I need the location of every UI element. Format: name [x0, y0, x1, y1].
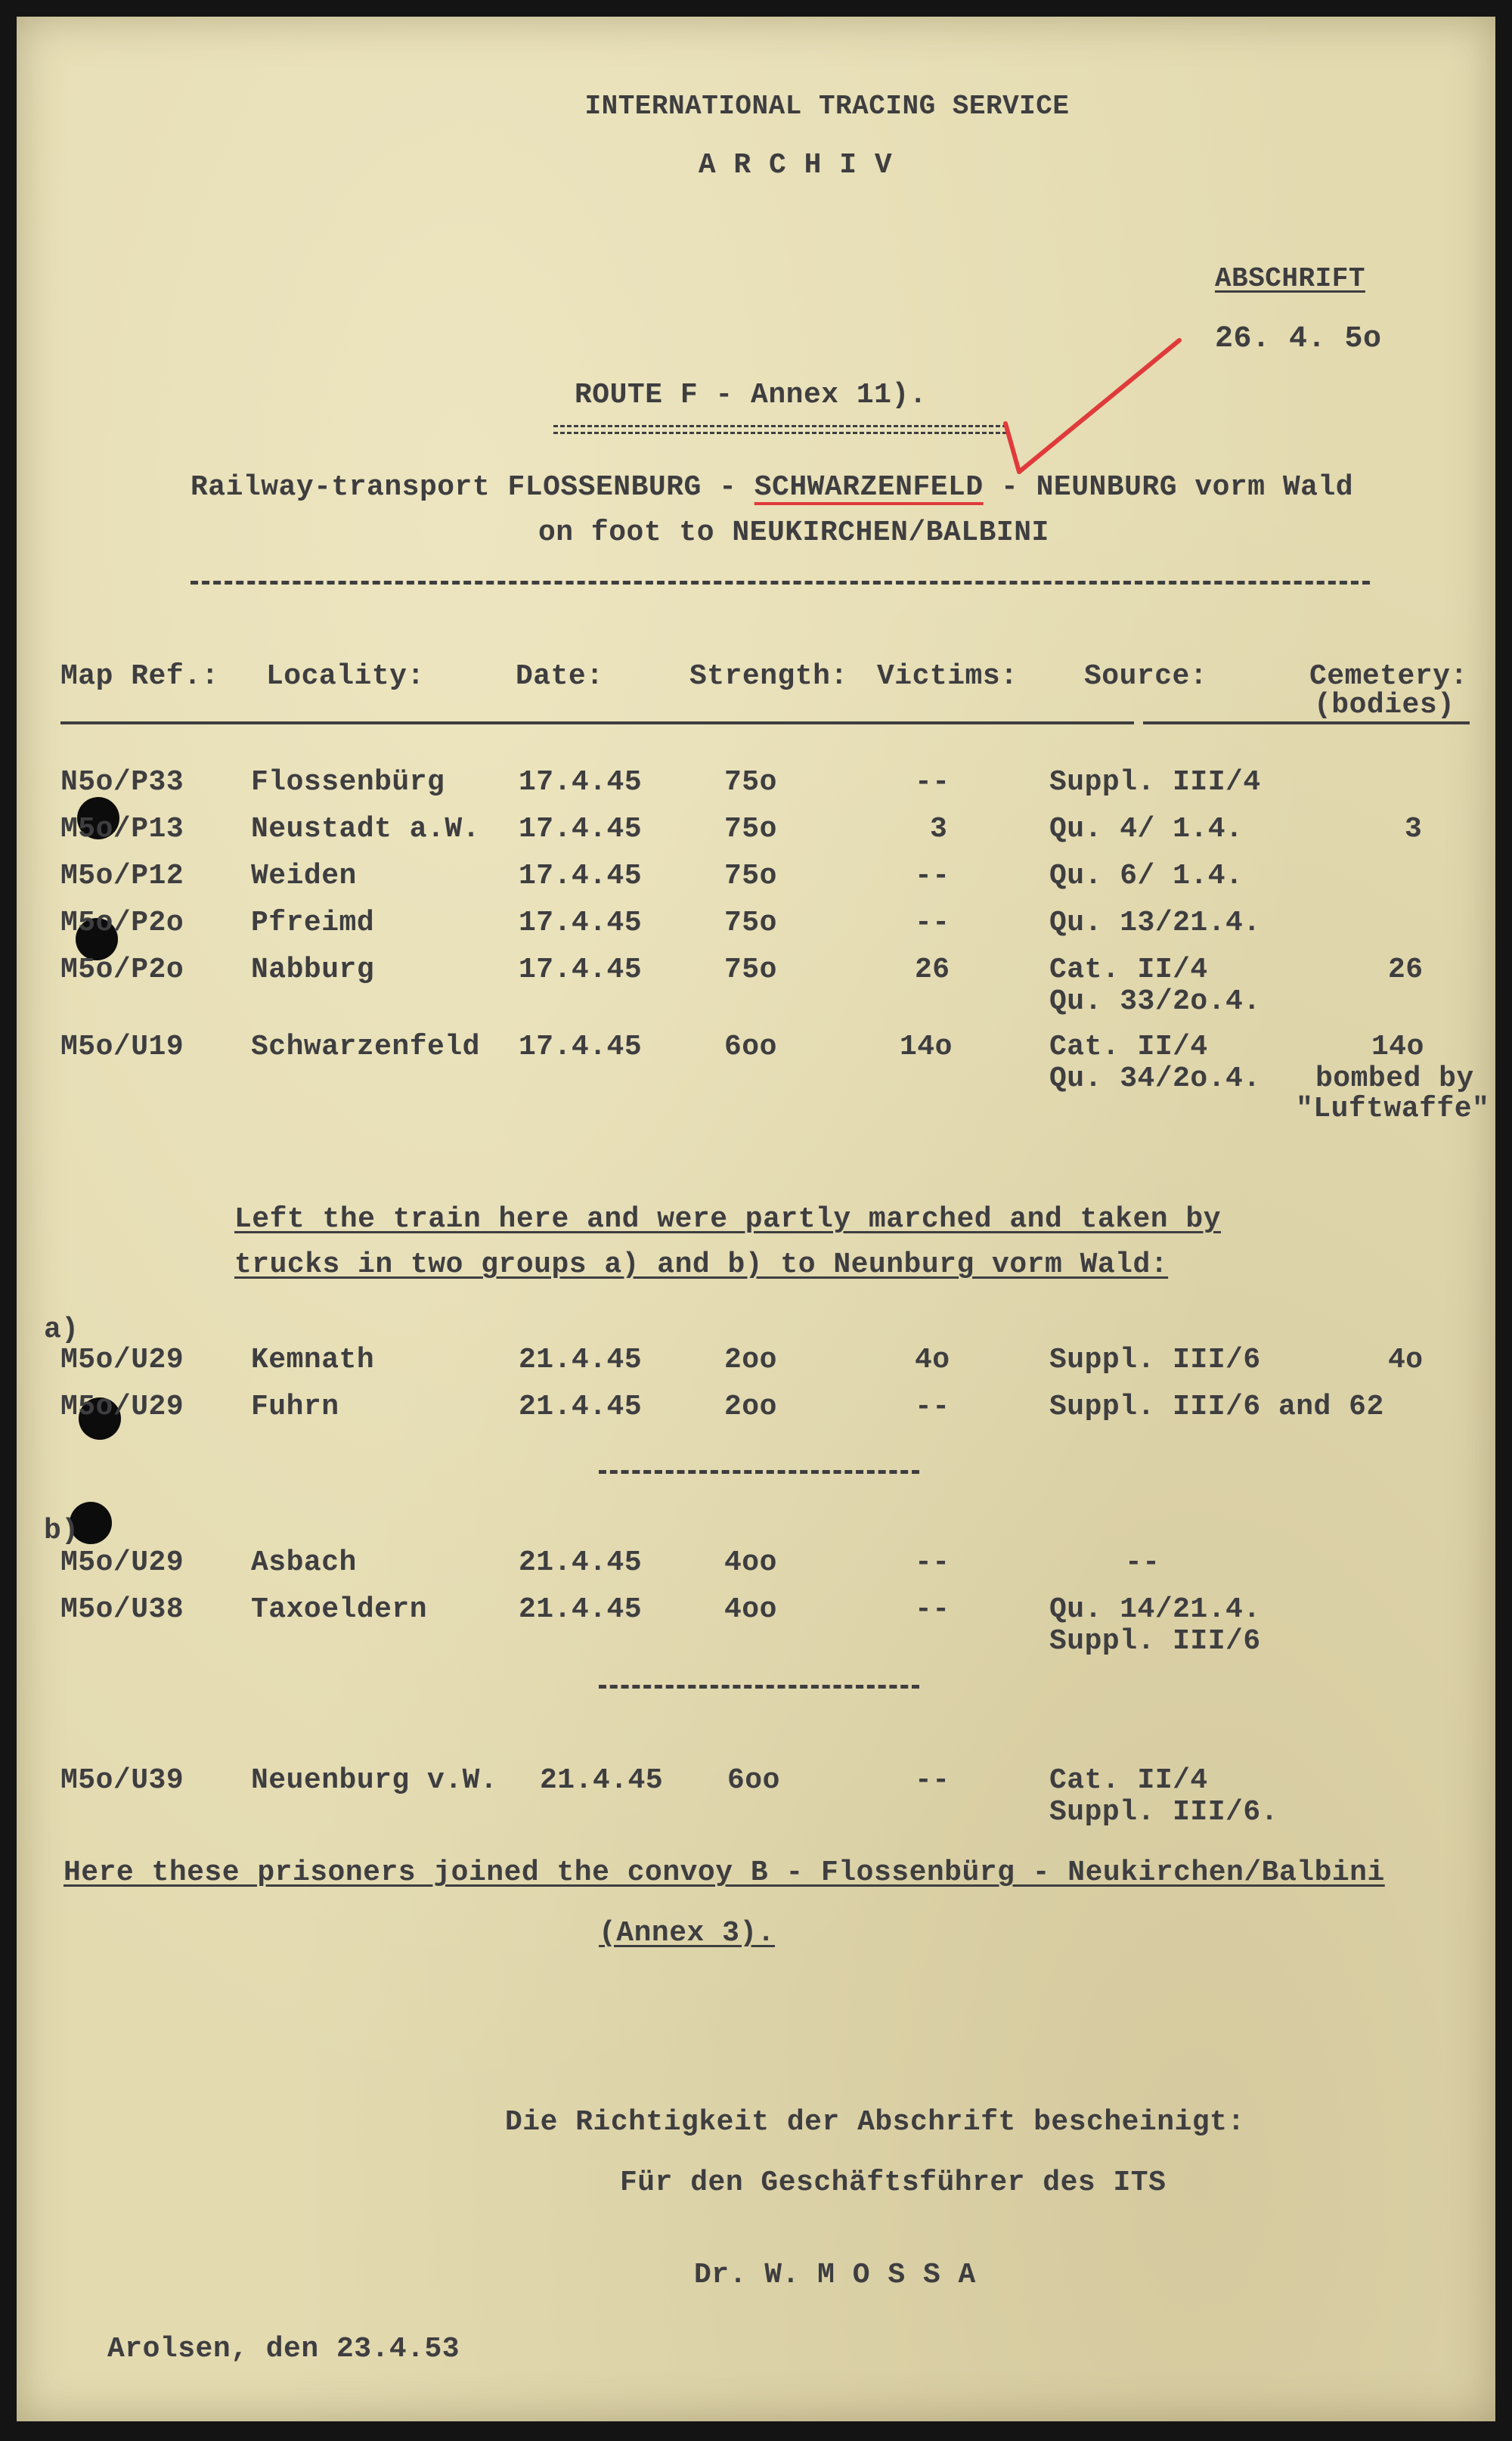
cell-locality: Nabburg [251, 954, 375, 986]
cell-mapref: M5o/U29 [60, 1546, 184, 1579]
route-line-1-prefix: Railway-transport FLOSSENBURG - [191, 471, 754, 504]
cell-date: 17.4.45 [519, 766, 643, 799]
cell-source: Cat. II/4 [1049, 954, 1208, 986]
cell-mapref: M5o/P12 [60, 860, 184, 892]
cell-source: Cat. II/4 [1049, 1764, 1208, 1797]
group-separator [599, 1685, 919, 1689]
archiv-heading: A R C H I V [698, 149, 893, 181]
cell-source-line-2: Qu. 34/2o.4. [1049, 1062, 1261, 1095]
transfer-note-line-2: trucks in two groups a) and b) to Neunburg vorm Wald: [234, 1248, 1169, 1281]
col-header-mapref: Map Ref.: [60, 660, 219, 693]
cell-strength: 6oo [724, 1031, 777, 1063]
cell-cemetery-note-2: "Luftwaffe" [1296, 1093, 1490, 1125]
cell-cemetery-note-1: bombed by [1315, 1062, 1474, 1095]
certification-line-1: Die Richtigkeit der Abschrift bescheinigt: [505, 2106, 1245, 2139]
cell-locality: Schwarzenfeld [251, 1031, 480, 1063]
cell-date: 21.4.45 [519, 1593, 643, 1626]
abschrift-label: ABSCHRIFT [1215, 263, 1365, 294]
cell-date: 21.4.45 [519, 1391, 643, 1423]
cell-date: 17.4.45 [519, 813, 643, 845]
cell-locality: Pfreimd [251, 907, 375, 939]
place-and-date: Arolsen, den 23.4.53 [107, 2333, 460, 2365]
cell-mapref: M5o/U29 [60, 1391, 184, 1423]
header-rule-left [60, 721, 1134, 724]
route-line-1-suffix: - NEUNBURG vorm Wald [983, 471, 1354, 504]
cell-source: Suppl. III/4 [1049, 766, 1261, 799]
cell-mapref: M5o/P13 [60, 813, 184, 845]
cell-victims: 26 [915, 954, 950, 986]
cell-cemetery: 14o [1371, 1031, 1424, 1063]
document-page [17, 17, 1495, 2421]
cell-victims: -- [915, 1391, 950, 1423]
transfer-note-line-1: Left the train here and were partly marched and taken by [234, 1203, 1222, 1236]
route-title: ROUTE F - Annex 11). [575, 379, 928, 411]
cell-cemetery: 26 [1388, 954, 1424, 986]
section-dashed-rule [191, 581, 1370, 585]
cell-strength: 6oo [727, 1764, 780, 1797]
cell-date: 21.4.45 [519, 1344, 643, 1376]
cell-mapref: M5o/U39 [60, 1764, 184, 1797]
cell-victims: -- [915, 1593, 950, 1626]
cell-source: Qu. 6/ 1.4. [1049, 860, 1244, 892]
org-heading: INTERNATIONAL TRACING SERVICE [584, 91, 1070, 122]
title-double-rule [553, 425, 1007, 434]
cell-source: Suppl. III/6 [1049, 1344, 1261, 1376]
route-line-1 [191, 472, 1353, 504]
cell-strength: 2oo [724, 1344, 777, 1376]
cell-cemetery: 3 [1405, 813, 1423, 845]
cell-cemetery: 4o [1388, 1344, 1424, 1376]
cell-date: 21.4.45 [540, 1764, 664, 1797]
cell-victims: -- [915, 766, 950, 799]
cell-source-line-2: Suppl. III/6. [1049, 1796, 1278, 1828]
cell-victims: 14o [900, 1031, 953, 1063]
cell-victims: 4o [915, 1344, 950, 1376]
cell-source: -- [1125, 1546, 1160, 1579]
cell-source-line-2: Suppl. III/6 [1049, 1625, 1261, 1658]
cell-date: 17.4.45 [519, 907, 643, 939]
cell-locality: Neuenburg v.W. [251, 1764, 498, 1797]
cell-source: Qu. 14/21.4. [1049, 1593, 1261, 1626]
cell-source: Qu. 4/ 1.4. [1049, 813, 1244, 845]
convoy-note-line-2: (Annex 3). [599, 1917, 776, 1949]
cell-mapref: M5o/P2o [60, 954, 184, 986]
cell-strength: 75o [724, 813, 777, 845]
col-header-locality: Locality: [266, 660, 425, 693]
cell-source: Suppl. III/6 and 62 [1049, 1391, 1384, 1423]
route-line-2: on foot to NEUKIRCHEN/BALBINI [538, 516, 1049, 549]
cell-source: Qu. 13/21.4. [1049, 907, 1261, 939]
signer-name: Dr. W. M O S S A [694, 2259, 976, 2291]
certification-line-2: Für den Geschäftsführer des ITS [620, 2167, 1167, 2199]
cell-strength: 2oo [724, 1391, 777, 1423]
cell-mapref: M5o/P2o [60, 907, 184, 939]
cell-source: Cat. II/4 [1049, 1031, 1208, 1063]
cell-locality: Taxoeldern [251, 1593, 428, 1626]
cell-locality: Neustadt a.W. [251, 813, 480, 845]
route-highlight-schwarzenfeld: SCHWARZENFELD [754, 471, 984, 504]
group-a-label: a) [44, 1314, 79, 1346]
cell-victims: -- [915, 860, 950, 892]
cell-mapref: N5o/P33 [60, 766, 184, 799]
cell-victims: -- [915, 1764, 950, 1797]
cell-date: 17.4.45 [519, 954, 643, 986]
cell-strength: 75o [724, 907, 777, 939]
col-header-strength: Strength: [689, 660, 848, 693]
cell-mapref: M5o/U38 [60, 1593, 184, 1626]
header-rule-right [1143, 721, 1470, 724]
cell-locality: Kemnath [251, 1344, 375, 1376]
cell-mapref: M5o/U19 [60, 1031, 184, 1063]
cell-strength: 4oo [724, 1593, 777, 1626]
cell-strength: 75o [724, 860, 777, 892]
col-header-date: Date: [516, 660, 604, 693]
cell-strength: 4oo [724, 1546, 777, 1579]
col-header-victims: Victims: [877, 660, 1018, 693]
cell-locality: Weiden [251, 860, 357, 892]
group-separator [599, 1470, 919, 1474]
cell-mapref: M5o/U29 [60, 1344, 184, 1376]
cell-locality: Asbach [251, 1546, 357, 1579]
convoy-note-line-1: Here these prisoners joined the convoy B - Flossenbürg - Neukirchen/Balbini [64, 1856, 1385, 1889]
group-b-label: b) [44, 1515, 79, 1547]
cell-date: 21.4.45 [519, 1546, 643, 1579]
cell-locality: Flossenbürg [251, 766, 445, 799]
col-header-cemetery-sub: (bodies) [1314, 689, 1455, 721]
cell-locality: Fuhrn [251, 1391, 339, 1423]
cell-victims: -- [915, 907, 950, 939]
cell-source-line-2: Qu. 33/2o.4. [1049, 985, 1261, 1018]
cell-victims: -- [915, 1546, 950, 1579]
cell-date: 17.4.45 [519, 1031, 643, 1063]
document-date: 26. 4. 5o [1215, 322, 1382, 356]
col-header-cemetery: Cemetery: [1309, 660, 1468, 693]
cell-strength: 75o [724, 954, 777, 986]
cell-victims: 3 [930, 813, 948, 845]
col-header-source: Source: [1084, 660, 1208, 693]
cell-date: 17.4.45 [519, 860, 643, 892]
cell-strength: 75o [724, 766, 777, 799]
